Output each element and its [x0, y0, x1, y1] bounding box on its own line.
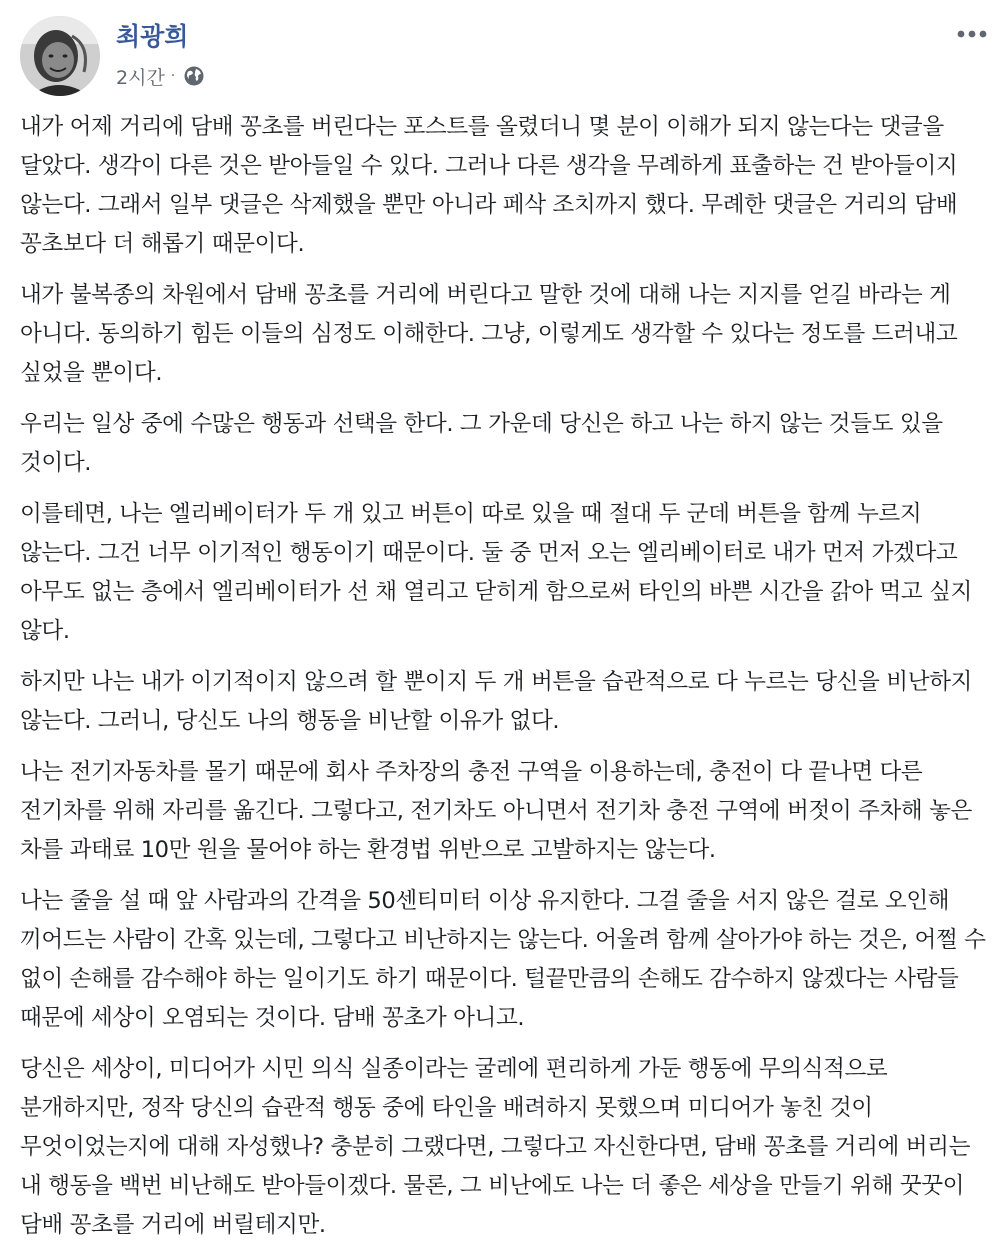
post-paragraph: 당신은 세상이, 미디어가 시민 의식 실종이라는 굴레에 편리하게 가둔 행동에 무의식적으로 분개하지만, 정작 당신의 습관적 행동 중에 타인을 배려하지 못했으며 미디어가 놓친 것이 무엇이었는지에 대해 자성했나? 충분히 그랬다면, 그렇다고 자신한다면, 담배 꽁초를 거리에 버리는 내 행동을 백번 비난해도 받아들이겠다. 물론, 그 비난에도 나는 더 좋은 세상을 만들기 위해 꿋꿋이 담배 꽁초를 거리에 버릴테지만. [20, 1056, 970, 1238]
globe-icon[interactable] [183, 65, 205, 87]
post-paragraph: 하지만 나는 내가 이기적이지 않으려 할 뿐이지 두 개 버튼을 습관적으로 다 누르는 당신을 비난하지 않는다. 그러니, 당신도 나의 행동을 비난할 이유가 없다. [20, 669, 972, 734]
more-options-button[interactable] [954, 22, 990, 46]
post-meta [116, 62, 205, 90]
post-paragraph: 나는 전기자동차를 몰기 때문에 회사 주차장의 충전 구역을 이용하는데, 충전이 다 끝나면 다른 전기차를 위해 자리를 옮긴다. 그렇다고, 전기차도 아니면서 전기차 충전 구역에 버젓이 주차해 놓은 차를 과태료 10만 원을 물어야 하는 환경법 위반으로 고발하지는 않는다. [20, 759, 972, 863]
post-paragraph: 우리는 일상 중에 수많은 행동과 선택을 한다. 그 가운데 당신은 하고 나는 하지 않는 것들도 있을 것이다. [20, 411, 943, 476]
post-paragraph: 내가 어제 거리에 담배 꽁초를 버린다는 포스트를 올렸더니 몇 분이 이해가 되지 않는다는 댓글을 달았다. 생각이 다른 것은 받아들일 수 있다. 그러나 다른 생각을 무례하게 표출하는 건 받아들이지 않는다. 그래서 일부 댓글은 삭제했을 뿐만 아니라 페삭 조치까지 했다. 무례한 댓글은 거리의 담배 꽁초보다 더 해롭기 때문이다. [20, 114, 958, 257]
post-header [20, 16, 990, 96]
post-timestamp[interactable]: 2시간 [116, 66, 165, 89]
meta-separator: · [170, 68, 176, 84]
avatar-photo-icon [20, 16, 100, 96]
post-paragraph: 나는 줄을 설 때 앞 사람과의 간격을 50센티미터 이상 유지한다. 그걸 줄을 서지 않은 걸로 오인해 끼어드는 사람이 간혹 있는데, 그렇다고 비난하지는 않는다. 어울려 함께 살아가야 하는 것은, 어쩔 수 없이 손해를 감수해야 하는 일이기도 하기 때문이다. 털끝만큼의 손해도 감수하지 않겠다는 사람들 때문에 세상이 오염되는 것이다. 담배 꽁초가 아니고. [20, 888, 986, 1031]
author-avatar[interactable] [20, 16, 100, 96]
more-options-icon [954, 22, 990, 46]
author-name-link[interactable]: 최광희 [116, 22, 189, 51]
post-body [20, 108, 994, 1257]
post-paragraph: 이를테면, 나는 엘리베이터가 두 개 있고 버튼이 따로 있을 때 절대 두 군데 버튼을 함께 누르지 않는다. 그건 너무 이기적인 행동이기 때문이다. 둘 중 먼저 오는 엘리베이터로 내가 먼저 가겠다고 아무도 없는 층에서 엘리베이터가 선 채 열리고 닫히게 함으로써 타인의 바쁜 시간을 갉아 먹고 싶지 않다. [20, 501, 972, 644]
post-paragraph: 내가 불복종의 차원에서 담배 꽁초를 거리에 버린다고 말한 것에 대해 나는 지지를 얻길 바라는 게 아니다. 동의하기 힘든 이들의 심정도 이해한다. 그냥, 이렇게도 생각할 수 있다는 정도를 드러내고 싶었을 뿐이다. [20, 282, 958, 386]
